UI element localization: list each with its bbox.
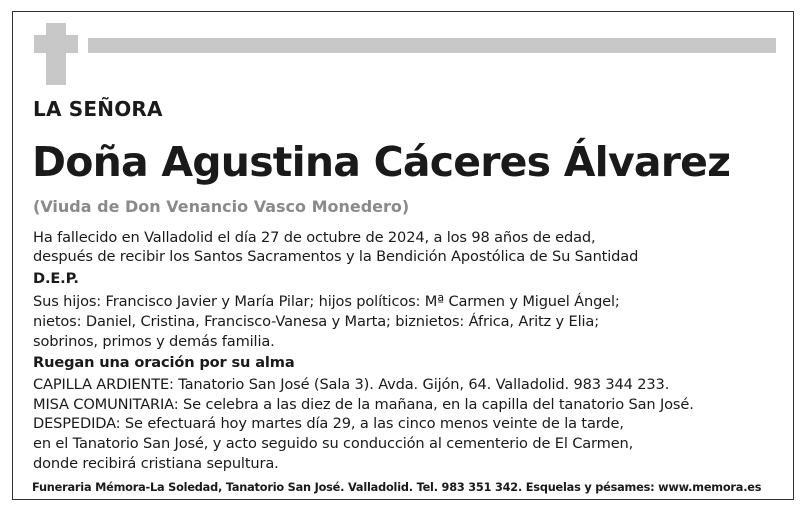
details-line-4: en el Tanatorio San José, y acto seguido su conducción al cementerio de El Carmen, (33, 435, 634, 452)
family-line-1: Sus hijos: Francisco Javier y María Pilar; hijos políticos: Mª Carmen y Miguel Ángel; (33, 293, 620, 310)
details-line-2: MISA COMUNITARIA: Se celebra a las diez de la mañana, en la capilla del tanatorio San José. (33, 396, 694, 413)
announcement-line-1: Ha fallecido en Valladolid el día 27 de octubre de 2024, a los 98 años de edad, (33, 229, 596, 246)
details-line-5: donde recibirá cristiana sepultura. (33, 455, 279, 472)
details-line-1: CAPILLA ARDIENTE: Tanatorio San José (Sala 3). Avda. Gijón, 64. Valladolid. 983 344 233. (33, 376, 670, 393)
announcement-line-2: después de recibir los Santos Sacramentos y la Bendición Apostólica de Su Santidad (33, 248, 639, 265)
family-line-3: sobrinos, primos y demás familia. (33, 333, 275, 350)
cross-icon-arm (34, 35, 78, 53)
deceased-name: Doña Agustina Cáceres Álvarez (32, 138, 731, 186)
family-line-2: nietos: Daniel, Cristina, Francisco-Vanesa y Marta; biznietos: África, Aritz y Elia; (33, 313, 599, 330)
header-divider-bar (88, 38, 776, 53)
cross-icon (46, 23, 66, 85)
rip-heading: D.E.P. (33, 270, 79, 287)
honorific-title: LA SEÑORA (33, 97, 163, 121)
prayer-heading: Ruegan una oración por su alma (33, 354, 295, 371)
details-line-3: DESPEDIDA: Se efectuará hoy martes día 29, a las cinco menos veinte de la tarde, (33, 415, 624, 432)
widow-note: (Viuda de Don Venancio Vasco Monedero) (33, 197, 410, 216)
funeral-home-footer: Funeraria Mémora-La Soledad, Tanatorio San José. Valladolid. Tel. 983 351 342. Esquelas y pésames: www.memora.es (32, 481, 762, 494)
